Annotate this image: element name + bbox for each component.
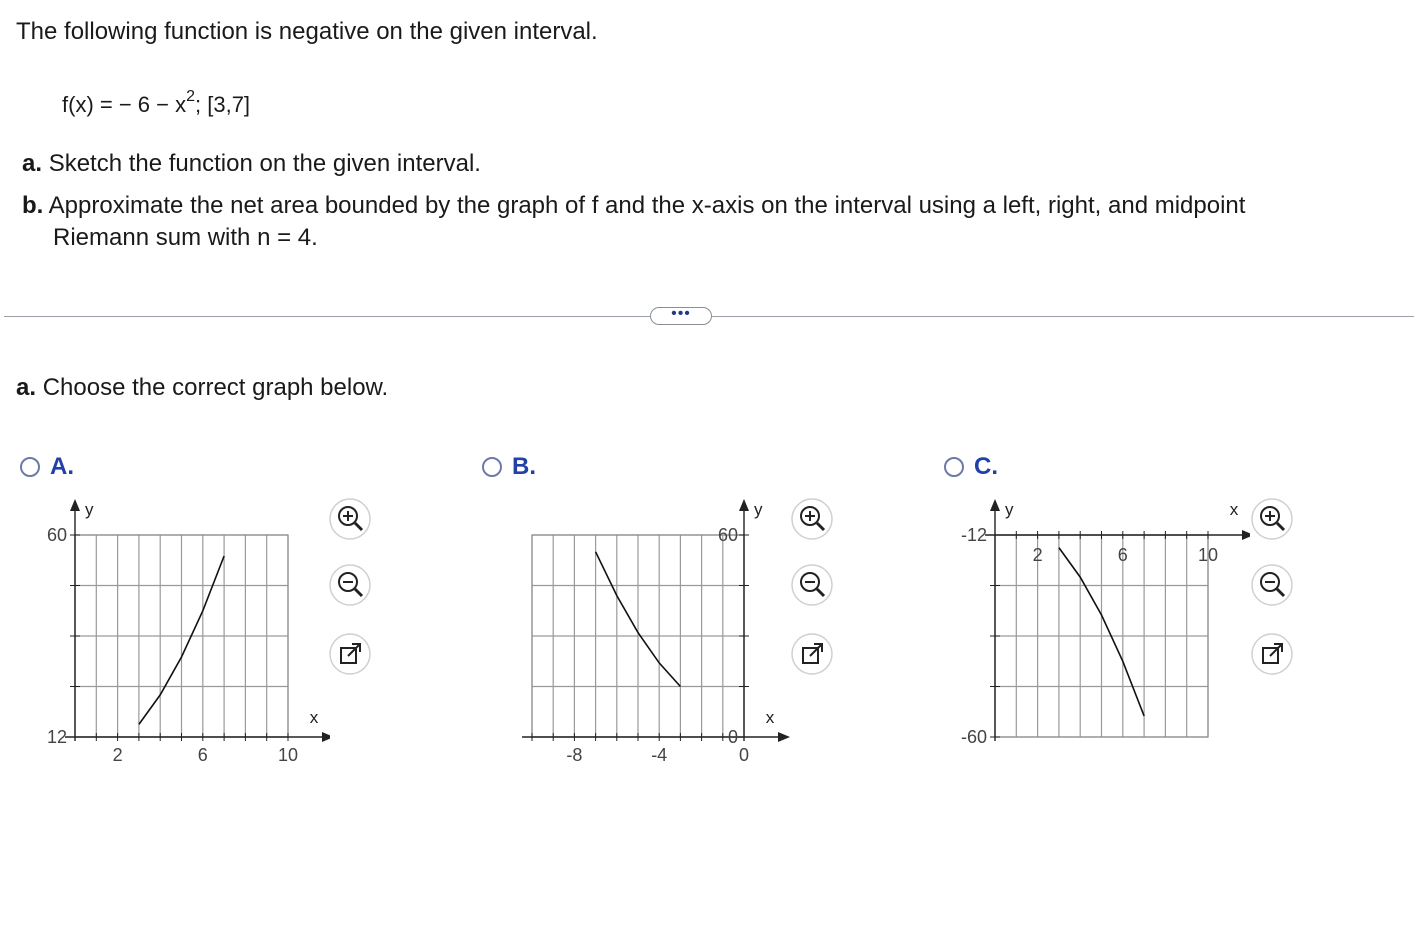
- zoom-out-icon: [1250, 563, 1294, 607]
- answer-label: a.: [16, 374, 37, 401]
- radio-b[interactable]: [482, 457, 502, 477]
- option-c-letter: C.: [974, 453, 998, 480]
- x-axis-arrow: [322, 732, 330, 742]
- x-tick-label: 10: [1197, 545, 1219, 565]
- function-expression: [62, 88, 250, 118]
- x-tick-label: 0: [738, 745, 750, 765]
- popout-icon: [790, 632, 834, 676]
- y-tick-label: 60: [717, 525, 738, 545]
- popout-icon: [328, 632, 372, 676]
- y-tick-label: 12: [46, 727, 67, 747]
- part-b-line1: Approximate the net area bounded by the graph of f and the x-axis on the interval using a left, right, and midpoint: [48, 192, 1246, 219]
- y-tick-label: 60: [46, 525, 67, 545]
- part-b-line2: Riemann sum with n = 4.: [53, 224, 318, 251]
- function-exponent: 2: [186, 88, 196, 105]
- zoom-out-button[interactable]: [790, 563, 834, 607]
- zoom-out-button[interactable]: [1250, 563, 1294, 607]
- popout-button[interactable]: [790, 632, 834, 676]
- x-tick-label: 6: [1117, 545, 1128, 565]
- y-tick-label: -12: [960, 525, 987, 545]
- radio-c[interactable]: [944, 457, 964, 477]
- question-intro: The following function is negative on the given interval.: [16, 18, 598, 45]
- y-axis-label: y: [1005, 500, 1014, 519]
- zoom-in-icon: [790, 497, 834, 541]
- x-axis-arrow: [778, 732, 790, 742]
- graph-option-b: [520, 495, 790, 775]
- x-tick-label: 6: [197, 745, 208, 765]
- y-axis-arrow: [990, 499, 1000, 511]
- x-tick-label: 10: [277, 745, 299, 765]
- zoom-in-button[interactable]: [1250, 497, 1294, 541]
- x-axis-label: x: [1229, 500, 1239, 519]
- y-tick-label: 0: [727, 727, 738, 747]
- function-rhs: ; [3,7]: [195, 92, 251, 117]
- graph-option-a: [20, 495, 330, 775]
- x-tick-label: -4: [651, 745, 668, 765]
- radio-a[interactable]: [20, 457, 40, 477]
- x-tick-label: 2: [112, 745, 123, 765]
- part-b: [22, 190, 1392, 254]
- x-axis-label: x: [765, 708, 775, 727]
- part-a-label: a.: [22, 150, 43, 177]
- option-a[interactable]: [20, 453, 74, 481]
- x-tick-label: 2: [1032, 545, 1043, 565]
- zoom-out-icon: [328, 563, 372, 607]
- popout-button[interactable]: [328, 632, 372, 676]
- y-axis-label: y: [85, 500, 94, 519]
- part-a: [22, 150, 481, 178]
- zoom-out-button[interactable]: [328, 563, 372, 607]
- popout-icon: [1250, 632, 1294, 676]
- part-a-text: Sketch the function on the given interval.: [48, 150, 481, 177]
- zoom-in-button[interactable]: [790, 497, 834, 541]
- option-b[interactable]: [482, 453, 536, 481]
- y-axis-label: y: [754, 500, 763, 519]
- answer-prompt: [16, 374, 388, 402]
- x-axis-label: x: [309, 708, 319, 727]
- more-button[interactable]: •••: [650, 307, 712, 325]
- popout-button[interactable]: [1250, 632, 1294, 676]
- option-a-letter: A.: [50, 453, 74, 480]
- option-c[interactable]: [944, 453, 998, 481]
- x-tick-label: -8: [566, 745, 583, 765]
- zoom-in-icon: [1250, 497, 1294, 541]
- y-axis-arrow: [70, 499, 80, 511]
- y-axis-arrow: [739, 499, 749, 511]
- x-axis-arrow: [1242, 530, 1250, 540]
- answer-prompt-text: Choose the correct graph below.: [42, 374, 389, 401]
- y-tick-label: -60: [960, 727, 987, 747]
- zoom-in-button[interactable]: [328, 497, 372, 541]
- zoom-in-icon: [328, 497, 372, 541]
- part-b-label: b.: [22, 192, 44, 219]
- option-b-letter: B.: [512, 453, 536, 480]
- graph-option-c: [950, 495, 1250, 775]
- zoom-out-icon: [790, 563, 834, 607]
- function-lhs: f(x) = − 6 − x: [62, 92, 187, 117]
